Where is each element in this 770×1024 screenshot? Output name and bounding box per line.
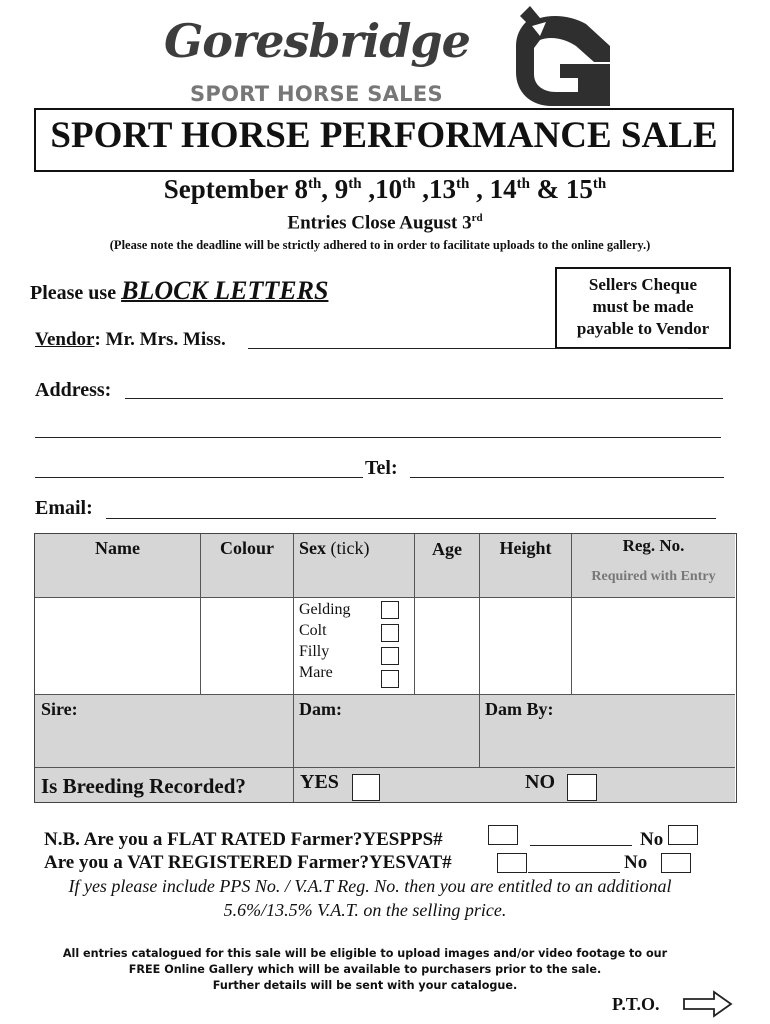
logo xyxy=(160,6,620,110)
col-header-colour: Colour xyxy=(220,538,274,558)
no-label: NO xyxy=(525,771,555,793)
breeding-yes-checkbox[interactable] xyxy=(352,774,380,801)
breeding-recorded-label: Is Breeding Recorded? xyxy=(41,774,246,798)
sex-option-colt: Colt xyxy=(299,622,327,639)
vendor-field[interactable] xyxy=(248,348,688,349)
breeding-no-checkbox[interactable] xyxy=(567,774,597,801)
email-field[interactable] xyxy=(106,518,716,519)
sex-option-filly: Filly xyxy=(299,643,330,660)
deadline-note: (Please note the deadline will be strictly adhered to in order to facilitate uploads to the online gallery.) xyxy=(109,238,651,252)
vat-number-field[interactable] xyxy=(528,872,620,873)
sale-title: SPORT HORSE PERFORMANCE SALE xyxy=(50,115,718,156)
filly-checkbox[interactable] xyxy=(381,647,399,665)
vat-registered-question: Are you a VAT REGISTERED Farmer?YESVAT# xyxy=(44,852,452,873)
cheque-notice-box: Sellers Cheque must be made payable to Vendor xyxy=(555,267,731,349)
entries-close: Entries Close August 3rd xyxy=(287,212,483,234)
address-label: Address: xyxy=(35,379,112,401)
dam-by-label: Dam By: xyxy=(485,699,554,719)
logo-brand: Goresbridge xyxy=(164,14,470,68)
sire-label: Sire: xyxy=(41,699,78,719)
col-header-age: Age xyxy=(432,539,462,559)
regno-note: Required with Entry xyxy=(591,569,716,584)
vendor-label: Vendor: Mr. Mrs. Miss. xyxy=(35,329,226,350)
email-label: Email: xyxy=(35,497,93,519)
col-header-regno: Reg. No. xyxy=(622,536,685,555)
colt-checkbox[interactable] xyxy=(381,624,399,642)
flat-rated-no-checkbox[interactable] xyxy=(668,825,698,845)
horse-head-g-logo-icon xyxy=(506,6,614,110)
vat-no-label: No xyxy=(624,852,648,873)
gelding-checkbox[interactable] xyxy=(381,601,399,619)
sale-title-box xyxy=(34,108,734,172)
dam-label: Dam: xyxy=(299,699,342,719)
flat-rated-question: N.B. Are you a FLAT RATED Farmer?YESPPS# xyxy=(44,829,443,850)
pto-label: P.T.O. xyxy=(612,994,660,1014)
tel-field[interactable] xyxy=(410,477,724,478)
please-use-line: Please use BLOCK LETTERS xyxy=(30,276,329,305)
vat-yes-checkbox[interactable] xyxy=(497,853,527,873)
sale-dates: September 8th, 9th ,10th ,13th , 14th & 15th xyxy=(163,174,607,204)
address-field-3[interactable] xyxy=(35,477,363,478)
col-header-sex: Sex (tick) xyxy=(299,538,370,558)
address-field-1[interactable] xyxy=(125,398,723,399)
pps-number-field[interactable] xyxy=(530,845,632,846)
sex-options xyxy=(299,599,351,683)
flat-rated-no-label: No xyxy=(640,829,664,850)
gallery-note: All entries catalogued for this sale will be eligible to upload images and/or video footage to our FREE Online Gallery which will be available to purchasers prior to the sale. Further details will be sent with your catalogue. xyxy=(62,947,668,992)
col-header-name: Name xyxy=(95,538,140,558)
vat-no-checkbox[interactable] xyxy=(661,853,691,873)
sex-option-mare: Mare xyxy=(299,664,333,681)
horse-entry-table xyxy=(34,533,737,803)
vat-note-line-2: 5.6%/13.5% V.A.T. on the selling price. xyxy=(223,900,507,920)
col-header-height: Height xyxy=(499,538,552,558)
sex-option-gelding: Gelding xyxy=(299,601,351,618)
vat-note-line-1: If yes please include PPS No. / V.A.T Reg. No. then you are entitled to an additional xyxy=(68,876,672,896)
tel-label: Tel: xyxy=(365,457,398,479)
arrow-right-icon xyxy=(682,990,734,1018)
block-letters: BLOCK LETTERS xyxy=(121,276,329,305)
flat-rated-yes-checkbox[interactable] xyxy=(488,825,518,845)
logo-tagline: SPORT HORSE SALES xyxy=(190,82,443,106)
address-field-2[interactable] xyxy=(35,437,721,438)
mare-checkbox[interactable] xyxy=(381,670,399,688)
yes-label: YES xyxy=(300,771,339,793)
